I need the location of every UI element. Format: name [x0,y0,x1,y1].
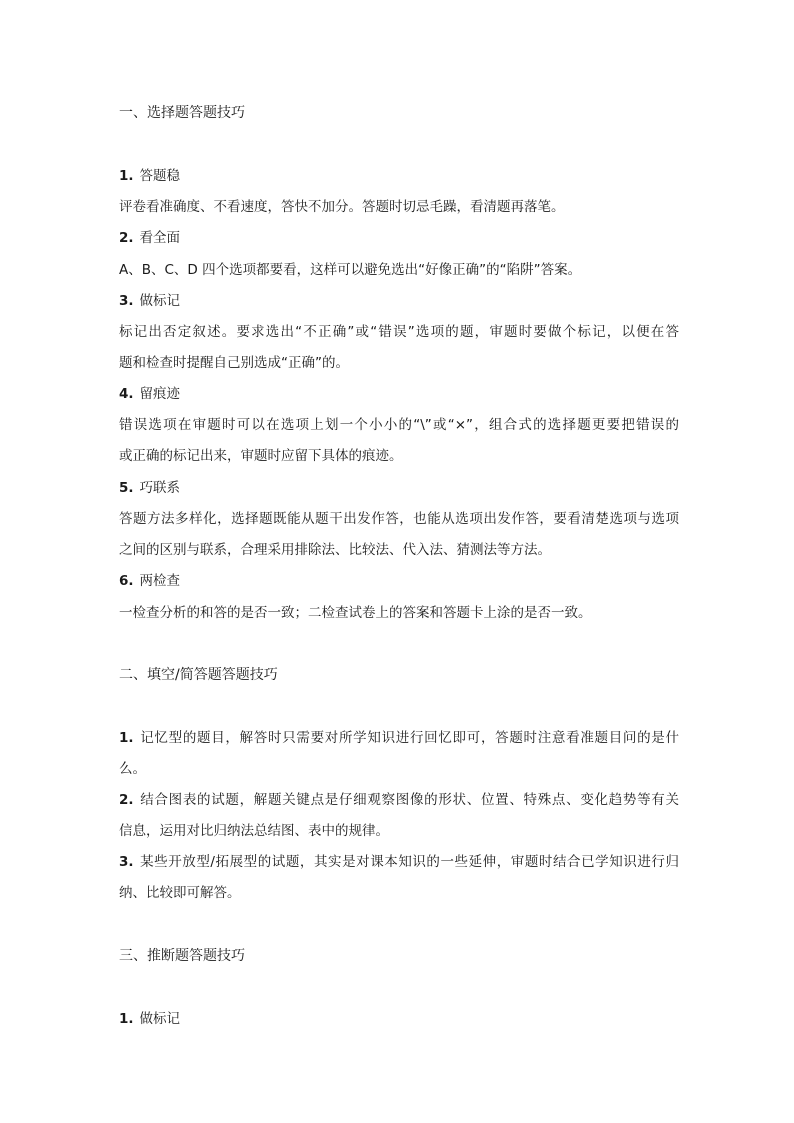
choice-item-4-body-line-2: 或正确的标记出来，审题时应留下具体的痕迹。 [119,448,403,464]
item-title: 答题稳 [139,168,181,184]
choice-item-3-body-line-1: 标记出否定叙述。要求选出“不正确”或“错误”选项的题，审题时要做个标记，以便在答 [119,324,679,340]
item-title: 两检查 [139,573,181,589]
fill-item-2-line-1 [119,791,679,809]
fill-item-2-line-2: 信息，运用对比归纳法总结图、表中的规律。 [119,823,389,839]
fill-item-3-line-1 [119,853,679,871]
section-heading-inference: 三、推断题答题技巧 [119,948,245,964]
choice-item-5-title [119,479,679,497]
choice-item-5-body-line-2: 之间的区别与联系，合理采用排除法、比较法、代入法、猜测法等方法。 [119,542,551,558]
choice-item-3-body-line-2: 题和检查时提醒自己别选成“正确”的。 [119,355,349,371]
item-title: 留痕迹 [139,386,181,402]
item-title: 做标记 [139,293,181,309]
choice-item-4-body-line-1: 错误选项在审题时可以在选项上划一个小小的“\”或“×”，组合式的选择题更要把错误的 [119,417,679,433]
item-number: 3. [119,293,134,309]
item-number: 2. [119,230,134,246]
choice-item-2-body: A、B、C、D 四个选项都要看，这样可以避免选出“好像正确”的“陷阱”答案。 [119,262,582,278]
item-text: 某些开放型/拓展型的试题，其实是对课本知识的一些延伸，审题时结合已学知识进行归 [139,854,679,870]
choice-item-6-title [119,572,679,590]
item-number: 1. [119,168,134,184]
item-number: 4. [119,386,134,402]
item-number: 3. [119,854,134,870]
item-title: 巧联系 [139,480,181,496]
choice-item-6-body: 一检查分析的和答的是否一致；二检查试卷上的答案和答题卡上涂的是否一致。 [119,605,592,621]
choice-item-1-title [119,167,679,185]
item-number: 5. [119,480,134,496]
fill-item-1-line-1 [119,729,679,747]
inference-item-1-title [119,1010,679,1028]
choice-item-2-title [119,229,679,247]
choice-item-5-body-line-1: 答题方法多样化，选择题既能从题干出发作答，也能从选项出发作答，要看清楚选项与选项 [119,511,679,527]
fill-item-1-line-2: 么。 [119,761,146,777]
section-heading-fill-blank: 二、填空/简答题答题技巧 [119,667,278,683]
choice-item-1-body: 评卷看准确度、不看速度，答快不加分。答题时切忌毛躁，看清题再落笔。 [119,199,565,215]
item-number: 1. [119,1011,134,1027]
section-heading-choice: 一、选择题答题技巧 [119,105,245,121]
item-title: 看全面 [139,230,181,246]
fill-item-3-line-2: 纳、比较即可解答。 [119,885,241,901]
choice-item-3-title [119,292,679,310]
item-text: 结合图表的试题，解题关键点是仔细观察图像的形状、位置、特殊点、变化趋势等有关 [139,792,679,808]
choice-item-4-title [119,385,679,403]
item-number: 6. [119,573,134,589]
item-number: 1. [119,730,134,746]
item-number: 2. [119,792,134,808]
item-text: 记忆型的题目，解答时只需要对所学知识进行回忆即可，答题时注意看准题目问的是什 [139,730,679,746]
item-title: 做标记 [139,1011,181,1027]
